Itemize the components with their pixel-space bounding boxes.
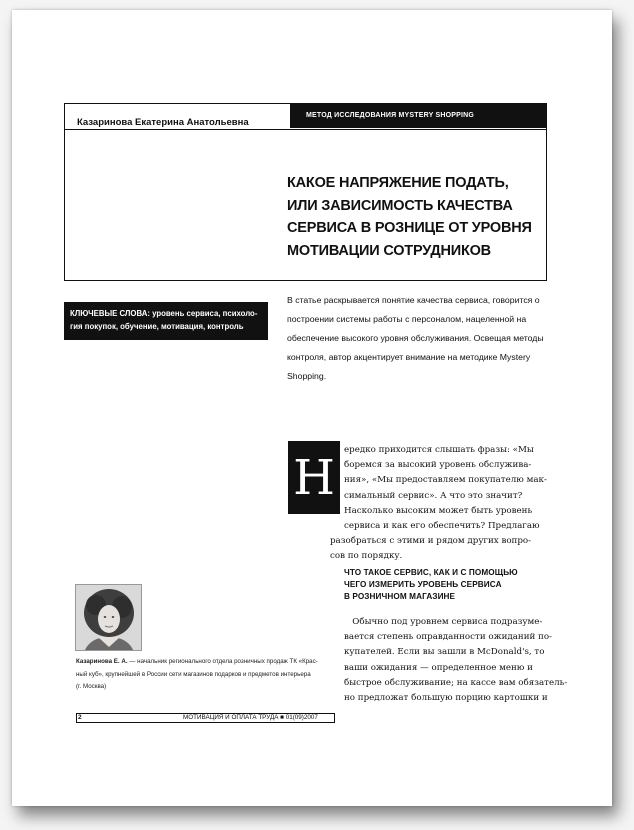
lead-line: Насколько высоким может быть уровень — [344, 505, 533, 516]
author-photo — [75, 584, 142, 651]
bio-line: Казаринова Е. А. — начальник регионального отдела розничных продаж ТК «Крас- — [76, 658, 318, 665]
portrait-image — [76, 585, 142, 651]
abstract-line: В статье раскрывается понятие качества сервиса, говорится о — [287, 295, 540, 305]
bio-line: (г. Москва) — [76, 683, 107, 690]
lead-line: ния», «Мы предоставляем покупателю мак- — [344, 475, 547, 486]
abstract-line: контроля, автор акцентирует внимание на методике Mystery — [287, 352, 531, 362]
body-paragraph — [344, 615, 568, 706]
body-line: но предложат большую порцию картошки и — [344, 693, 548, 704]
heading-line: ЧЕГО ИЗМЕРИТЬ УРОВЕНЬ СЕРВИСА — [344, 580, 502, 589]
body-line: купателей. Если вы зашли в McDonald's, то — [344, 647, 545, 658]
lead-line: ередко приходится слышать фразы: «Мы — [344, 445, 534, 455]
bio-line-text: Казаринова Е. А. — [76, 658, 130, 665]
title-line: СЕРВИСА В РОЗНИЦЕ ОТ УРОВНЯ — [287, 220, 532, 236]
rubric-label: МЕТОД ИССЛЕДОВАНИЯ MYSTERY SHOPPING — [290, 103, 547, 128]
lead-line: сервиса и как его обеспечить? Предлагаю — [344, 521, 540, 531]
title-line: ИЛИ ЗАВИСИМОСТЬ КАЧЕСТВА — [287, 197, 513, 214]
lead-line: симальный сервис». А что это значит? — [344, 490, 523, 501]
keywords-line: КЛЮЧЕВЫЕ СЛОВА: уровень сервиса, психоло- — [70, 309, 258, 318]
journal-issue: МОТИВАЦИЯ И ОПЛАТА ТРУДА ■ 01(09)2007 — [183, 714, 318, 721]
lead-paragraph — [344, 443, 549, 519]
abstract-line: Shopping. — [287, 371, 327, 381]
keywords-line: гия покупок, обучение, мотивация, контроль — [70, 322, 244, 331]
page-number: 2 — [78, 714, 82, 721]
lead-line: разобраться с этими и рядом других вопро- — [330, 536, 532, 547]
title-line: КАКОЕ НАПРЯЖЕНИЕ ПОДАТЬ, — [287, 175, 509, 191]
abstract-line: обеспечение высокого уровня обслуживания. Освещая методы — [287, 333, 544, 343]
header-row — [64, 103, 547, 131]
article-title — [287, 172, 547, 262]
title-line: МОТИВАЦИИ СОТРУДНИКОВ — [287, 242, 491, 259]
section-heading — [344, 567, 554, 603]
body-line: Обычно под уровнем сервиса подразуме- — [344, 617, 543, 627]
abstract-line: построении системы работы с персоналом, нацеленной на — [287, 314, 527, 324]
keywords-box — [64, 302, 268, 340]
lead-line: сов по порядку. — [330, 551, 403, 562]
heading-line: ЧТО ТАКОЕ СЕРВИС, КАК И С ПОМОЩЬЮ — [344, 568, 518, 577]
abstract — [287, 291, 550, 386]
body-line: ваши ожидания — определенное меню и — [344, 662, 533, 673]
lead-paragraph-tail — [330, 519, 549, 565]
heading-line: В РОЗНИЧНОМ МАГАЗИНЕ — [344, 592, 456, 601]
author-bio — [76, 656, 341, 694]
drop-cap: Н — [288, 441, 340, 514]
body-line: вается степень оправданности ожиданий по- — [344, 632, 552, 643]
author-name: Казаринова Екатерина Анатольевна — [77, 117, 249, 128]
body-line: быстрое обслуживание; на кассе вам обязатель- — [344, 677, 568, 688]
lead-line: боремся за высокий уровень обслужива- — [344, 460, 532, 471]
bio-line: ный куб», крупнейшей в России сети магазинов подарков и предметов интерьера — [76, 670, 311, 678]
